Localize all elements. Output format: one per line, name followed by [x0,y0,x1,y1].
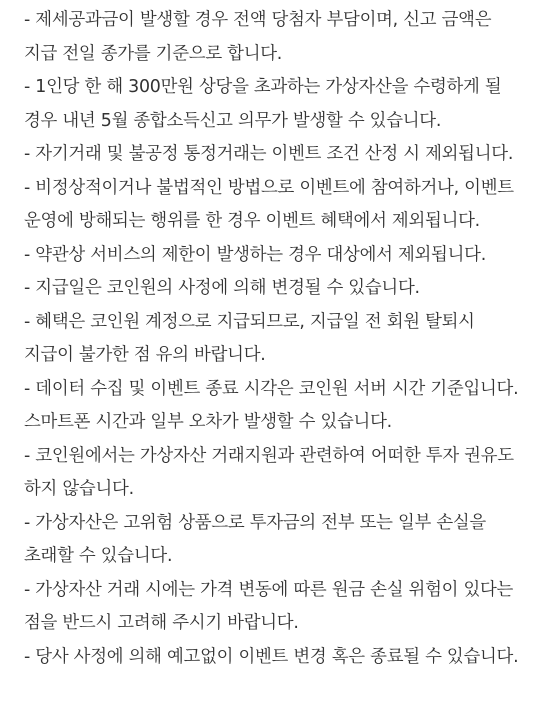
notice-item-event-change: - 당사 사정에 의해 예고없이 이벤트 변경 혹은 종료될 수 있습니다. [24,646,519,667]
notice-item-high-risk: - 가상자산은 고위험 상품으로 투자금의 전부 또는 일부 손실을 초래할 수 있습니다. [24,512,486,566]
notice-item-account-withdrawal: - 혜택은 코인원 계정으로 지급되므로, 지급일 전 회원 탈퇴시 지급이 불가한 점 유의 바랍니다. [24,311,475,365]
notice-item-service-restriction: - 약관상 서비스의 제한이 발생하는 경우 대상에서 제외됩니다. [24,244,486,265]
notice-item-payment-date: - 지급일은 코인원의 사정에 의해 변경될 수 있습니다. [24,278,420,298]
notice-item-no-investment-advice: - 코인원에서는 가상자산 거래지원과 관련하여 어떠한 투자 권유도 하지 않습니다. [24,445,514,499]
notice-item-income-report: - 1인당 한 해 300만원 상당을 초과하는 가상자산을 수령하게 될 경우 내년 5월 종합소득신고 의무가 발생할 수 있습니다. [24,77,502,131]
notice-item-server-time: - 데이터 수집 및 이벤트 종료 시각은 코인원 서버 시간 기준입니다. 스마트폰 시간과 일부 오차가 발생할 수 있습니다. [24,378,519,432]
notice-item-principal-loss: - 가상자산 거래 시에는 가격 변동에 따른 원금 손실 위험이 있다는 점을 반드시 고려해 주시기 바랍니다. [24,579,514,633]
notice-item-abnormal-participation: - 비정상적이거나 불법적인 방법으로 이벤트에 참여하거나, 이벤트 운영에 방해되는 행위를 한 경우 이벤트 혜택에서 제외됩니다. [24,177,514,231]
notice-item-self-trading: - 자기거래 및 불공정 통정거래는 이벤트 조건 산정 시 제외됩니다. [24,144,514,164]
notice-item-tax: - 제세공과금이 발생할 경우 전액 당첨자 부담이며, 신고 금액은 지급 전일 종가를 기준으로 합니다. [24,10,492,64]
event-notice-list [24,4,520,674]
